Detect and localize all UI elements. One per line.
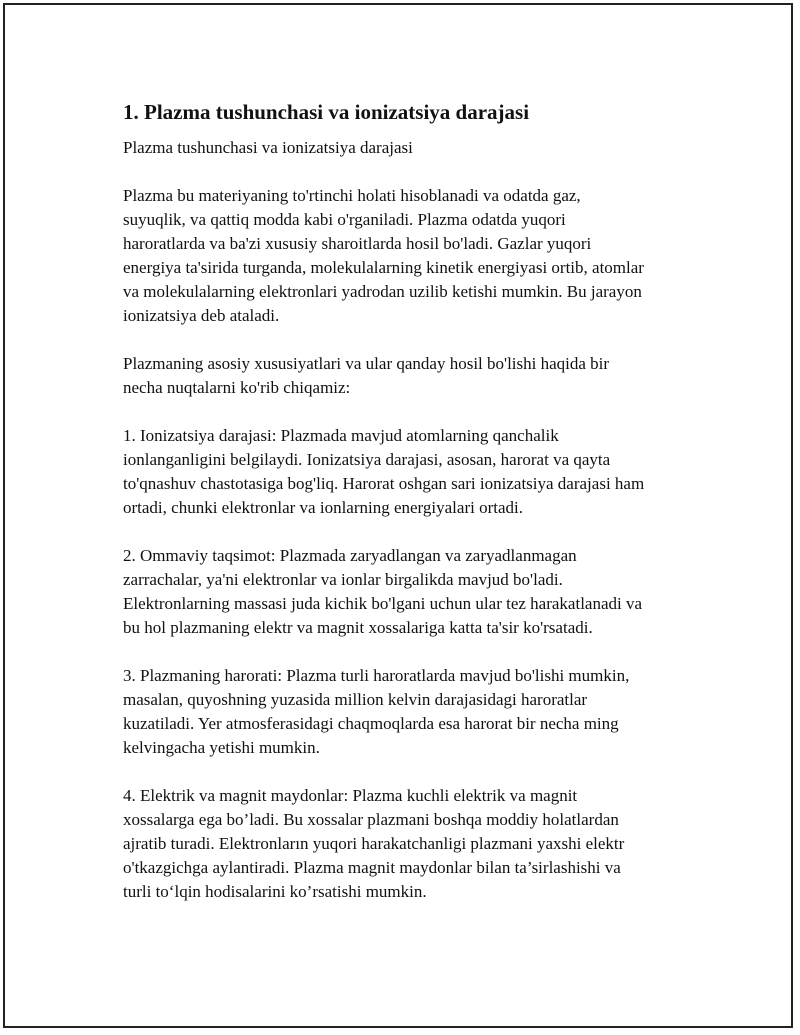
text-line: 4. Elektrik va magnit maydonlar: Plazma kuchli elektrik va magnit	[123, 786, 578, 805]
text-line: Plazma bu materiyaning to'rtinchi holati hisoblanadi va odatda gaz,	[123, 186, 581, 205]
text-line: ajratib turadi. Elektronların yuqori harakatchanligi plazmani yaxshi elektr	[123, 834, 625, 853]
text-line: haroratlarda va ba'zi xususiy sharoitlarda hosil bo'ladi. Gazlar yuqori	[123, 234, 592, 253]
paragraph-overview	[123, 352, 703, 400]
paragraph-point-ionization	[123, 424, 703, 520]
text-line: o'tkazgichga aylantiradi. Plazma magnit maydonlar bilan ta’sirlashishi va	[123, 858, 621, 877]
text-line: energiya ta'sirida turganda, molekulalarning kinetik energiyasi ortib, atomlar	[123, 258, 644, 277]
text-line: 2. Ommaviy taqsimot: Plazmada zaryadlangan va zaryadlanmagan	[123, 546, 577, 565]
text-line: xossalarga ega bo’ladi. Bu xossalar plazmani boshqa moddiy holatlardan	[123, 810, 619, 829]
document-body	[123, 99, 703, 904]
text-line: ionlanganligini belgilaydi. Ionizatsiya darajasi, asosan, harorat va qayta	[123, 450, 611, 469]
text-line: Plazmaning asosiy xususiyatlari va ular qanday hosil bo'lishi haqida bir	[123, 354, 610, 373]
document-subtitle: Plazma tushunchasi va ionizatsiya darajasi	[123, 138, 413, 157]
text-line: necha nuqtalarni ko'rib chiqamiz:	[123, 378, 351, 397]
text-line: bu hol plazmaning elektr va magnit xossalariga katta ta'sir ko'rsatadi.	[123, 618, 593, 637]
paragraph-point-distribution	[123, 544, 703, 640]
text-line: kelvingacha yetishi mumkin.	[123, 738, 320, 757]
paragraph-intro	[123, 184, 703, 328]
text-line: va molekulalarning elektronlari yadrodan uzilib ketishi mumkin. Bu jarayon	[123, 282, 642, 301]
page-frame	[3, 3, 793, 1028]
text-line: 3. Plazmaning harorati: Plazma turli haroratlarda mavjud bo'lishi mumkin,	[123, 666, 630, 685]
paragraph-point-fields	[123, 784, 703, 904]
text-line: 1. Ionizatsiya darajasi: Plazmada mavjud atomlarning qanchalik	[123, 426, 559, 445]
text-line: kuzatiladi. Yer atmosferasidagi chaqmoqlarda esa harorat bir necha ming	[123, 714, 619, 733]
text-line: turli to‘lqin hodisalarini ko’rsatishi mumkin.	[123, 882, 427, 901]
text-line: masalan, quyoshning yuzasida million kelvin darajasidagi haroratlar	[123, 690, 588, 709]
text-line: ionizatsiya deb ataladi.	[123, 306, 280, 325]
text-line: ortadi, chunki elektronlar va ionlarning energiyalari ortadi.	[123, 498, 523, 517]
text-line: to'qnashuv chastotasiga bog'liq. Harorat oshgan sari ionizatsiya darajasi ham	[123, 474, 645, 493]
text-line: Elektronlarning massasi juda kichik bo'lgani uchun ular tez harakatlanadi va	[123, 594, 643, 613]
text-line: zarrachalar, ya'ni elektronlar va ionlar birgalikda mavjud bo'ladi.	[123, 570, 563, 589]
paragraph-point-temperature	[123, 664, 703, 760]
document-title: 1. Plazma tushunchasi va ionizatsiya darajasi	[123, 100, 530, 124]
text-line: suyuqlik, va qattiq modda kabi o'rganiladi. Plazma odatda yuqori	[123, 210, 566, 229]
